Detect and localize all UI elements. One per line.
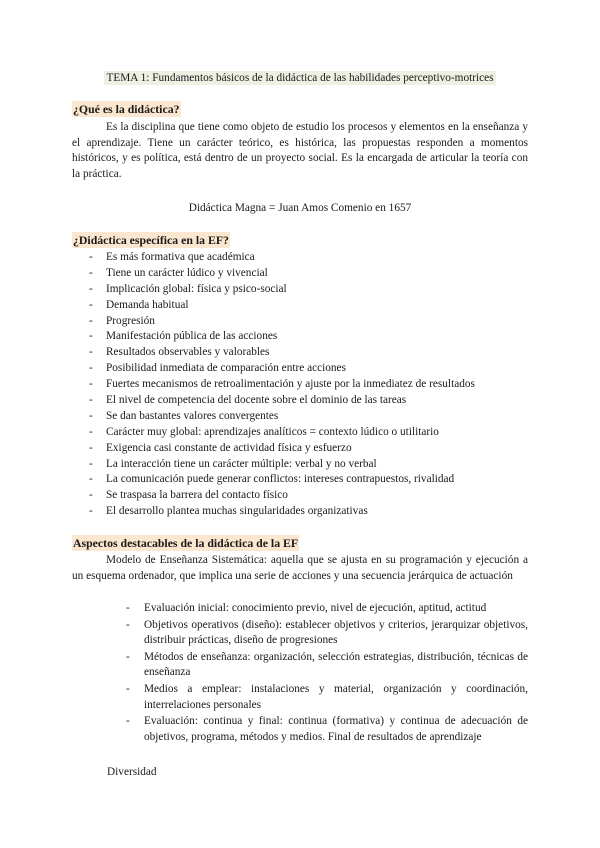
list-item: - El desarrollo plantea muchas singularidades organizativas: [89, 505, 368, 518]
paragraph-didactica-definition: Es la disciplina que tiene como objeto de estudio los procesos y elementos en la enseñanza y el aprendizaje. Tiene un carácter teórico, es histórica, las propuestas responden a momentos históricos, y es política, está dentro de un proyecto social. Es la encargada de articular la teoría con la práctica.: [72, 121, 528, 180]
list-item: - Progresión: [89, 314, 155, 327]
heading-didactica-especifica: ¿Didáctica específica en la EF?: [73, 233, 229, 247]
list-item: - Resultados observables y valorables: [89, 346, 270, 359]
list-item: - Fuertes mecanismos de retroalimentación y ajuste por la inmediatez de resultados: [89, 378, 475, 391]
list-item: - Demanda habitual: [89, 298, 189, 311]
list-item: - Es más formativa que académica: [89, 251, 255, 263]
quote-didactica-magna: Didáctica Magna = Juan Amos Comenio en 1657: [188, 202, 412, 214]
list-ef-characteristics: [72, 250, 528, 520]
list-item: - Implicación global: física y psico-social: [89, 282, 287, 295]
list-item: - Medios a emplear: instalaciones y material, organización y coordinación, interrelaciones personales: [126, 682, 528, 711]
list-item: - Tiene un carácter lúdico y vivencial: [89, 266, 268, 279]
list-item: - Se dan bastantes valores convergentes: [89, 409, 279, 422]
list-item: - La comunicación puede generar conflictos: intereses contrapuestos, rivalidad: [89, 473, 455, 486]
heading-que-es-didactica: ¿Qué es la didáctica?: [73, 102, 180, 116]
document-title: TEMA 1: Fundamentos básicos de la didáctica de las habilidades perceptivo-motrices: [106, 72, 494, 84]
list-item: - Métodos de enseñanza: organización, selección estrategias, distribución, técnicas de enseñanza: [126, 650, 528, 679]
list-item: - El nivel de competencia del docente sobre el dominio de las tareas: [89, 394, 407, 407]
heading-aspectos-destacables: Aspectos destacables de la didáctica de la EF: [73, 536, 299, 550]
paragraph-modelo-ensenanza: Modelo de Enseñanza Sistemática: aquella que se ajusta en su programación y ejecución a un esquema ordenador, que implica una serie de acciones y una secuencia jerárquica de actuación: [72, 554, 528, 582]
list-item: - Exigencia casi constante de actividad física y esfuerzo: [89, 441, 352, 454]
list-item: - La interacción tiene un carácter múltiple: verbal y no verbal: [89, 457, 377, 470]
list-item: - Posibilidad inmediata de comparación entre acciones: [89, 362, 346, 375]
list-modelo-steps: [124, 601, 528, 746]
list-item: - Se traspasa la barrera del contacto físico: [89, 489, 288, 502]
trailing-heading-diversidad: Diversidad: [107, 766, 157, 778]
list-item: - Manifestación pública de las acciones: [89, 330, 278, 343]
list-item: - Carácter muy global: aprendizajes analíticos = contexto lúdico o utilitario: [89, 425, 439, 438]
list-item: - Evaluación: continua y final: continua (formativa) y continua de adecuación de objetivos, programa, métodos y medios. Final de resultados de aprendizaje: [126, 715, 528, 743]
list-item: - Evaluación inicial: conocimiento previo, nivel de ejecución, aptitud, actitud: [126, 602, 487, 614]
list-item: - Objetivos operativos (diseño): establecer objetivos y criterios, jerarquizar objetivos, distribuir prácticas, diseño de progresiones: [126, 618, 528, 647]
